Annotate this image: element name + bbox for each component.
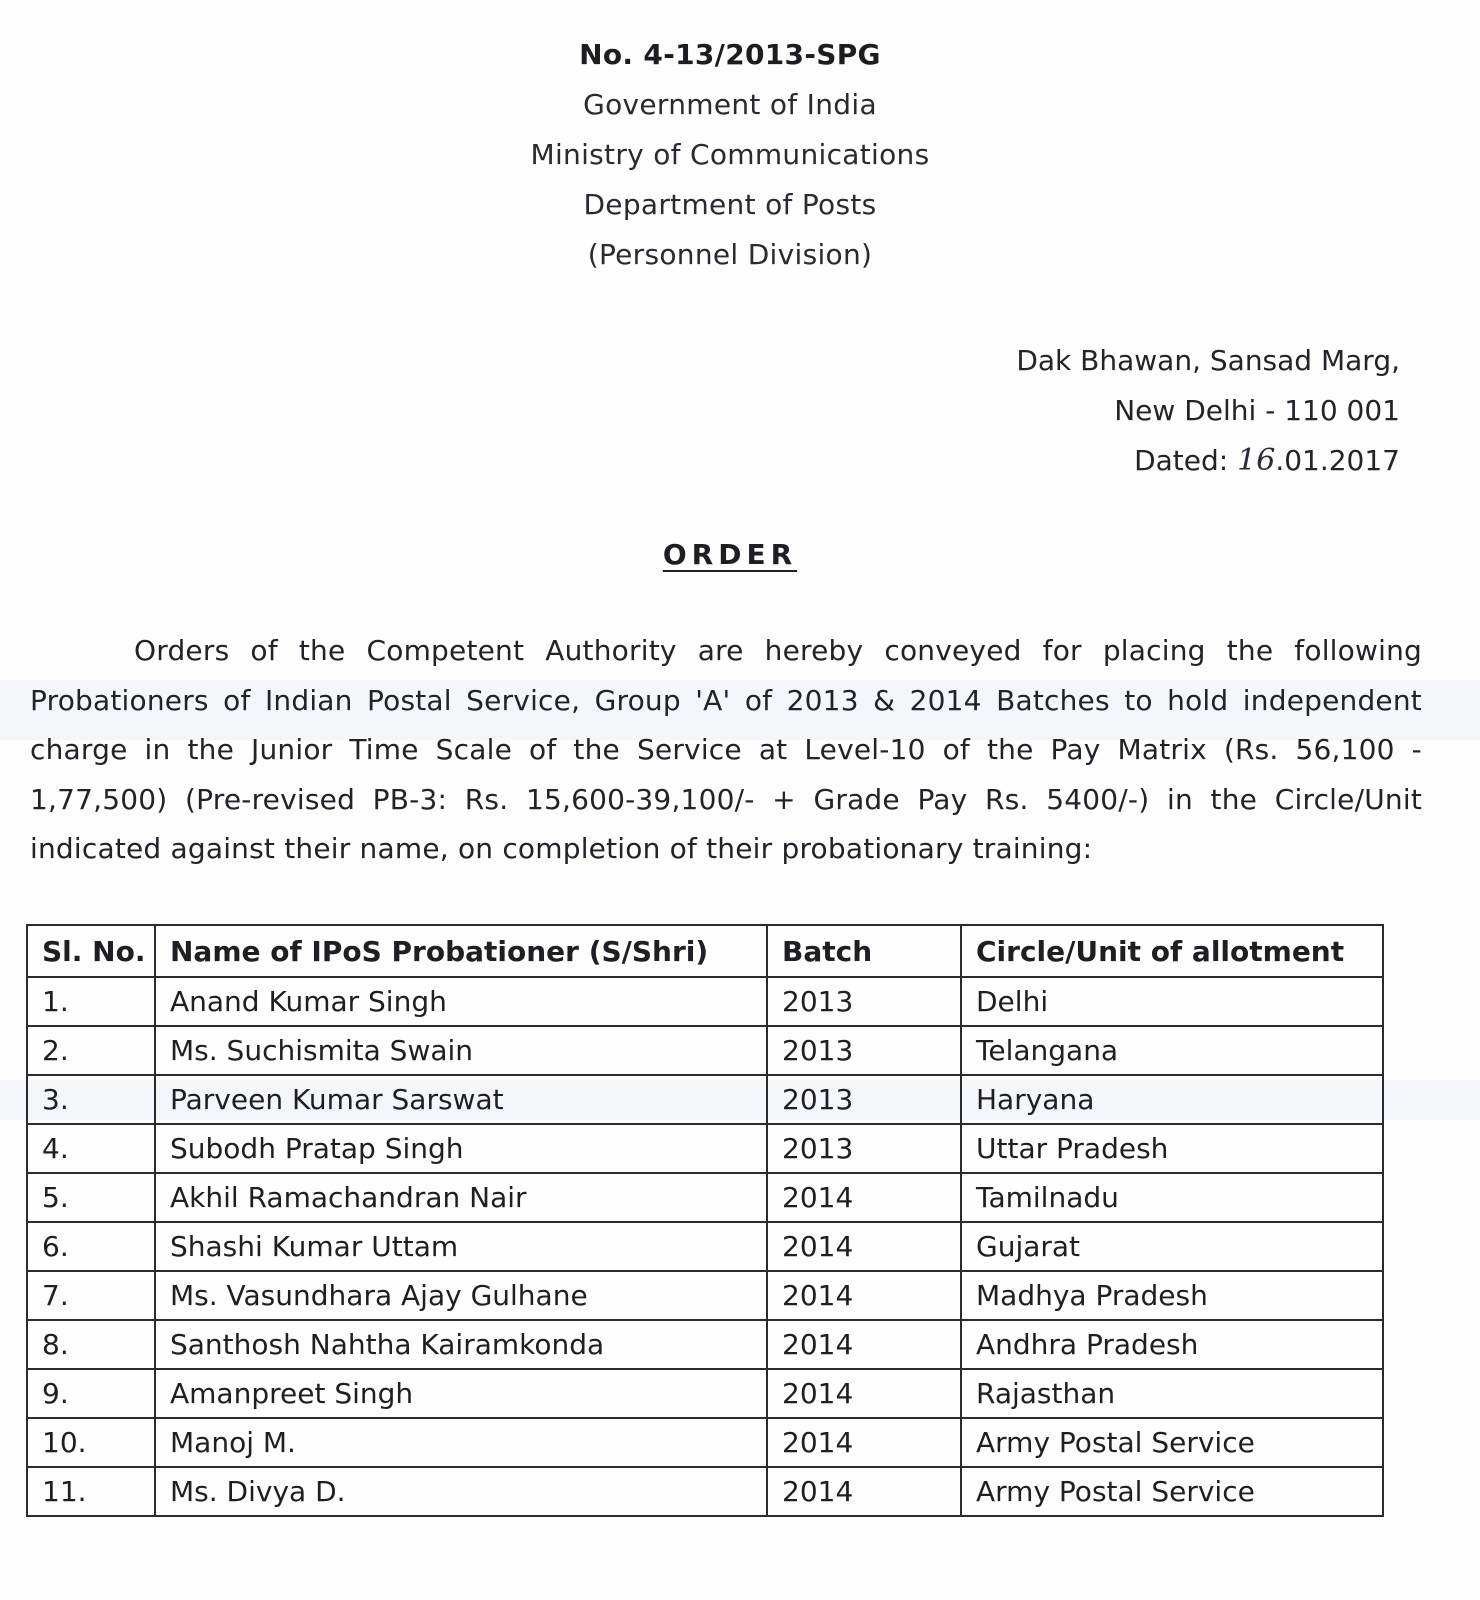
table-header-row bbox=[27, 925, 1383, 977]
cell-circle: Madhya Pradesh bbox=[961, 1271, 1383, 1320]
cell-batch: 2014 bbox=[767, 1369, 961, 1418]
cell-circle: Rajasthan bbox=[961, 1369, 1383, 1418]
order-title: ORDER bbox=[662, 538, 798, 571]
cell-sl-no: 11. bbox=[27, 1467, 155, 1516]
date-rest: .01.2017 bbox=[1275, 444, 1400, 477]
date-label: Dated: bbox=[1134, 444, 1229, 477]
table-row bbox=[27, 1173, 1383, 1222]
table-row bbox=[27, 1026, 1383, 1075]
cell-sl-no: 7. bbox=[27, 1271, 155, 1320]
header-batch: Batch bbox=[767, 925, 961, 977]
table-row bbox=[27, 1369, 1383, 1418]
cell-sl-no: 8. bbox=[27, 1320, 155, 1369]
cell-name: Amanpreet Singh bbox=[155, 1369, 767, 1418]
cell-name: Ms. Divya D. bbox=[155, 1467, 767, 1516]
cell-circle: Army Postal Service bbox=[961, 1467, 1383, 1516]
table-row bbox=[27, 1418, 1383, 1467]
date-line bbox=[1016, 436, 1400, 486]
cell-batch: 2013 bbox=[767, 1075, 961, 1124]
ministry-line: Ministry of Communications bbox=[530, 138, 930, 171]
cell-batch: 2014 bbox=[767, 1173, 961, 1222]
cell-sl-no: 6. bbox=[27, 1222, 155, 1271]
letterhead bbox=[0, 30, 1460, 280]
table-row bbox=[27, 1075, 1383, 1124]
table-body bbox=[27, 977, 1383, 1516]
cell-batch: 2014 bbox=[767, 1320, 961, 1369]
address-line-1: Dak Bhawan, Sansad Marg, bbox=[1016, 344, 1400, 377]
cell-circle: Andhra Pradesh bbox=[961, 1320, 1383, 1369]
order-body-text: Orders of the Competent Authority are hereby conveyed for placing the following Probationers of Indian Postal Service, Group 'A' of 2013 & 2014 Batches to hold independent charge in the Junior Time Scale of the Service at Level-10 of the Pay Matrix (Rs. 56,100 - 1,77,500) (Pre-revised PB-3: Rs. 15,600-39,100/- + Grade Pay Rs. 5400/-) in the Circle/Unit indicated against their name, on completion of their probationary training: bbox=[30, 634, 1422, 865]
cell-name: Akhil Ramachandran Nair bbox=[155, 1173, 767, 1222]
cell-batch: 2013 bbox=[767, 1124, 961, 1173]
cell-sl-no: 2. bbox=[27, 1026, 155, 1075]
cell-circle: Telangana bbox=[961, 1026, 1383, 1075]
government-line: Government of India bbox=[583, 88, 877, 121]
cell-sl-no: 3. bbox=[27, 1075, 155, 1124]
cell-batch: 2013 bbox=[767, 977, 961, 1026]
cell-name: Anand Kumar Singh bbox=[155, 977, 767, 1026]
table-row bbox=[27, 1320, 1383, 1369]
cell-batch: 2014 bbox=[767, 1222, 961, 1271]
cell-circle: Tamilnadu bbox=[961, 1173, 1383, 1222]
cell-batch: 2014 bbox=[767, 1467, 961, 1516]
cell-circle: Delhi bbox=[961, 977, 1383, 1026]
cell-sl-no: 4. bbox=[27, 1124, 155, 1173]
cell-name: Ms. Vasundhara Ajay Gulhane bbox=[155, 1271, 767, 1320]
cell-circle: Gujarat bbox=[961, 1222, 1383, 1271]
cell-name: Shashi Kumar Uttam bbox=[155, 1222, 767, 1271]
cell-sl-no: 5. bbox=[27, 1173, 155, 1222]
header-sl-no: Sl. No. bbox=[27, 925, 155, 977]
header-name: Name of IPoS Probationer (S/Shri) bbox=[155, 925, 767, 977]
division-line: (Personnel Division) bbox=[587, 238, 873, 271]
cell-name: Ms. Suchismita Swain bbox=[155, 1026, 767, 1075]
cell-name: Parveen Kumar Sarswat bbox=[155, 1075, 767, 1124]
handwritten-day: 16 bbox=[1237, 443, 1276, 478]
cell-batch: 2014 bbox=[767, 1418, 961, 1467]
address-line-2: New Delhi - 110 001 bbox=[1114, 394, 1400, 427]
table-row bbox=[27, 977, 1383, 1026]
allotment-table bbox=[26, 924, 1384, 1517]
cell-name: Manoj M. bbox=[155, 1418, 767, 1467]
cell-sl-no: 10. bbox=[27, 1418, 155, 1467]
cell-batch: 2013 bbox=[767, 1026, 961, 1075]
header-circle: Circle/Unit of allotment bbox=[961, 925, 1383, 977]
cell-circle: Army Postal Service bbox=[961, 1418, 1383, 1467]
cell-circle: Uttar Pradesh bbox=[961, 1124, 1383, 1173]
cell-sl-no: 1. bbox=[27, 977, 155, 1026]
cell-name: Santhosh Nahtha Kairamkonda bbox=[155, 1320, 767, 1369]
cell-sl-no: 9. bbox=[27, 1369, 155, 1418]
table-row bbox=[27, 1222, 1383, 1271]
cell-circle: Haryana bbox=[961, 1075, 1383, 1124]
address-block bbox=[1016, 336, 1400, 486]
table-row bbox=[27, 1467, 1383, 1516]
cell-name: Subodh Pratap Singh bbox=[155, 1124, 767, 1173]
reference-number: No. 4-13/2013-SPG bbox=[579, 38, 881, 71]
cell-batch: 2014 bbox=[767, 1271, 961, 1320]
table-row bbox=[27, 1271, 1383, 1320]
table-row bbox=[27, 1124, 1383, 1173]
department-line: Department of Posts bbox=[583, 188, 877, 221]
